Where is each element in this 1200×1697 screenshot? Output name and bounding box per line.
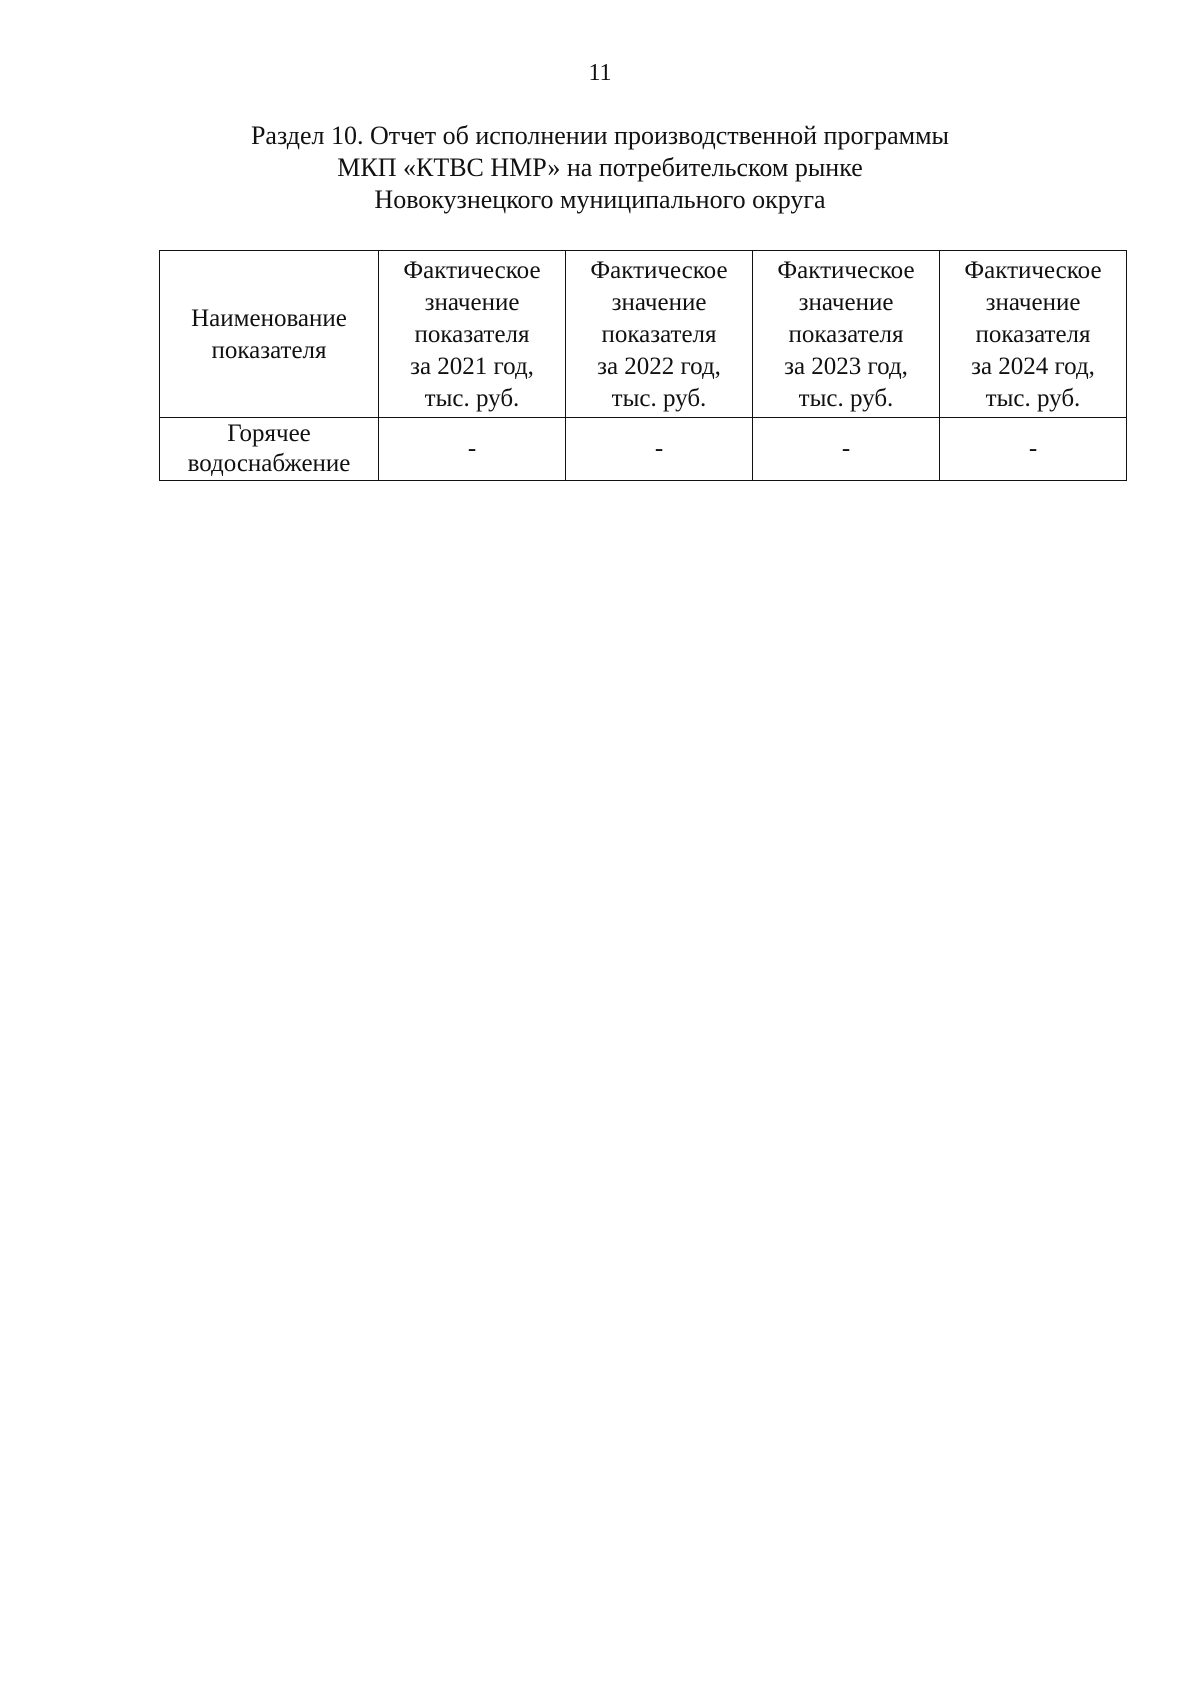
production-program-report-table bbox=[159, 250, 1127, 481]
row-indicator-name: Горячее водоснабжение bbox=[160, 418, 379, 481]
row-value-2023: - bbox=[753, 418, 940, 481]
section-title-line-3: Новокузнецкого муниципального округа bbox=[374, 185, 826, 214]
header-value-2022: Фактическое значение показателя за 2022 год, тыс. руб. bbox=[566, 251, 753, 418]
header-value-2024: Фактическое значение показателя за 2024 год, тыс. руб. bbox=[940, 251, 1127, 418]
header-indicator-name: Наименование показателя bbox=[160, 251, 379, 418]
table-row bbox=[160, 418, 1127, 481]
table-header-row bbox=[160, 251, 1127, 418]
header-value-2021: Фактическое значение показателя за 2021 год, тыс. руб. bbox=[379, 251, 566, 418]
row-value-2024: - bbox=[940, 418, 1127, 481]
section-title-line-1: Раздел 10. Отчет об исполнении производственной программы bbox=[250, 121, 950, 150]
row-value-2022: - bbox=[566, 418, 753, 481]
row-value-2021: - bbox=[379, 418, 566, 481]
page-number: 11 bbox=[588, 60, 612, 86]
section-title-line-2: МКП «КТВС НМР» на потребительском рынке bbox=[337, 153, 863, 182]
section-title bbox=[160, 120, 1040, 216]
header-value-2023: Фактическое значение показателя за 2023 год, тыс. руб. bbox=[753, 251, 940, 418]
